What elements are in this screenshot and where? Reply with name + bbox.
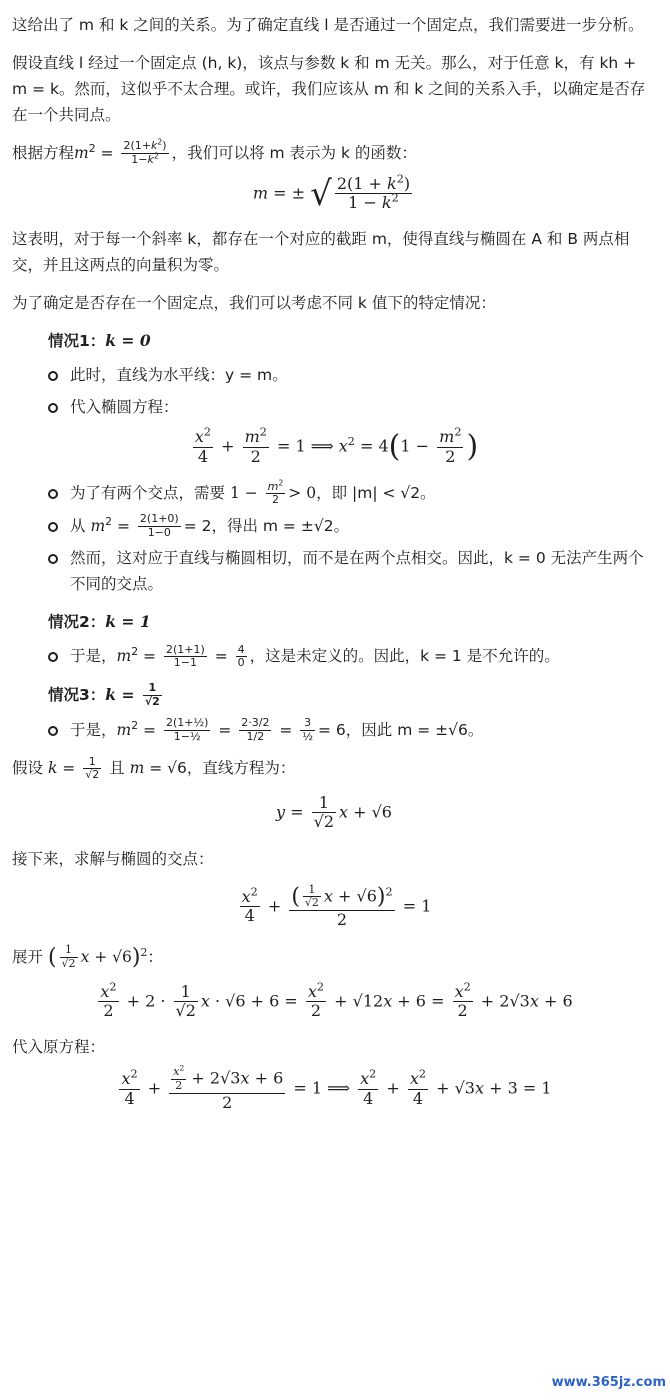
equation-line: y = $\frac{1}{√2}$ x + √6 (276, 793, 392, 832)
list-item: 从 $m^2$ = $\frac{2(1+0)}{1-0}$ = 2，得出 m = ±√2。 (70, 513, 656, 540)
equation-substitute: $\frac{x^2}{4}$ + $\frac{x^2}{2}$ + 2√3x + 6 2 = 1 ⟹ $\frac{x^2}{4}$ + $\frac{x^2}{4}$ + √3x + 3 = 1 (121, 1063, 552, 1112)
watermark: www.365jz.com (551, 1375, 666, 1390)
paragraph-1: 这给出了 m 和 k 之间的关系。为了确定直线 l 是否通过一个固定点，我们需要进一步分析。 (12, 16, 644, 34)
expand-line: 展开 ( $\frac{1}{√2}$ x + √6)$^2$： (12, 943, 163, 970)
paragraph-4: 这表明，对于每一个斜率 k，都存在一个对应的截距 m，使得直线与椭圆在 A 和 B 两点相交，并且这两点的向量积为零。 (12, 230, 630, 275)
equation-expand: $\frac{x^2}{2}$ + 2 · $\frac{1}{√2}$ x · √6 + 6 = $\frac{x^2}{2}$ + √12x + 6 = $\frac{x^2}{2}$ + 2√3x + 6 (100, 980, 573, 1021)
equation-ellipse-case1: $\frac{x^2}{4}$ + $\frac{m^2}{2}$ = 1 ⟹ $x^2 = 4(1$ − $\frac{m^2}{2}$ ) (194, 426, 479, 466)
case-2-list (12, 643, 656, 670)
case-3-title: 情况3：k = $\frac{1}{√2}$ (48, 681, 160, 709)
list-item: 于是，$m^2$ = $\frac{2(1+1)}{1-1}$ = $\frac{4}{0}$ ，这是未定义的。因此，k = 1 是不允许的。 (70, 643, 656, 670)
list-item: 此时，直线为水平线：y = m。 (70, 362, 656, 388)
list-item: 然而，这对应于直线与椭圆相切，而不是在两个点相交。因此，k = 0 无法产生两个不同的交点。 (70, 545, 656, 597)
case-1-title: 情况1：k = 0 (48, 331, 151, 351)
case-2-title: 情况2：k = 1 (48, 612, 151, 632)
case-1-list-2 (12, 477, 656, 597)
list-item: 于是，$m^2$ = $\frac{\text{2(1+½)}}{\text{1−½}}$ = $\frac{2\cdot 3/2}{1/2}$ = $\frac{3}{\text{½}}$ = 6，因此 m = ±√6。 (70, 717, 656, 744)
case-3-list (12, 717, 656, 744)
case-1-list (12, 362, 656, 420)
list-item: 为了有两个交点，需要 1 − $\frac{m^2}{2}$ > 0，即 |m| < √2。 (70, 480, 656, 507)
equation-intersection: $\frac{x^2}{4}$ + ( $\frac{1}{√2}$ x + √6)$^2$ 2 = 1 (241, 882, 432, 930)
paragraph-3: 根据方程$m^2$ = $\frac{2(1+k^2)}{1-k^2}$ ，我们可以将 m 表示为 k 的函数： (12, 137, 417, 166)
substitute-line: 代入原方程： (12, 1038, 106, 1057)
assumption: 假设 k = $\frac{1}{√2}$ 且 m = √6，直线方程为： (12, 754, 296, 782)
equation-m-of-k: m = ± √ $\frac{2(1 + k^2)}{1 - k^2}$ (252, 172, 411, 214)
paragraph-5: 为了确定是否存在一个固定点，我们可以考虑不同 k 值下的特定情况： (12, 294, 496, 313)
intersection-intro: 接下来，求解与椭圆的交点： (12, 849, 214, 868)
list-item: 代入椭圆方程： (70, 394, 656, 420)
fraction: $\frac{2(1+k^2)}{1-k^2}$ (123, 137, 167, 166)
paragraph-2: 假设直线 l 经过一个固定点 (h, k)，该点与参数 k 和 m 无关。那么，对于任意 k，有 kh + m = k。然而，这似乎不太合理。或许，我们应该从 m 和 k 之间的关系入手，以确定是否存在一个共同点。 (12, 54, 646, 124)
